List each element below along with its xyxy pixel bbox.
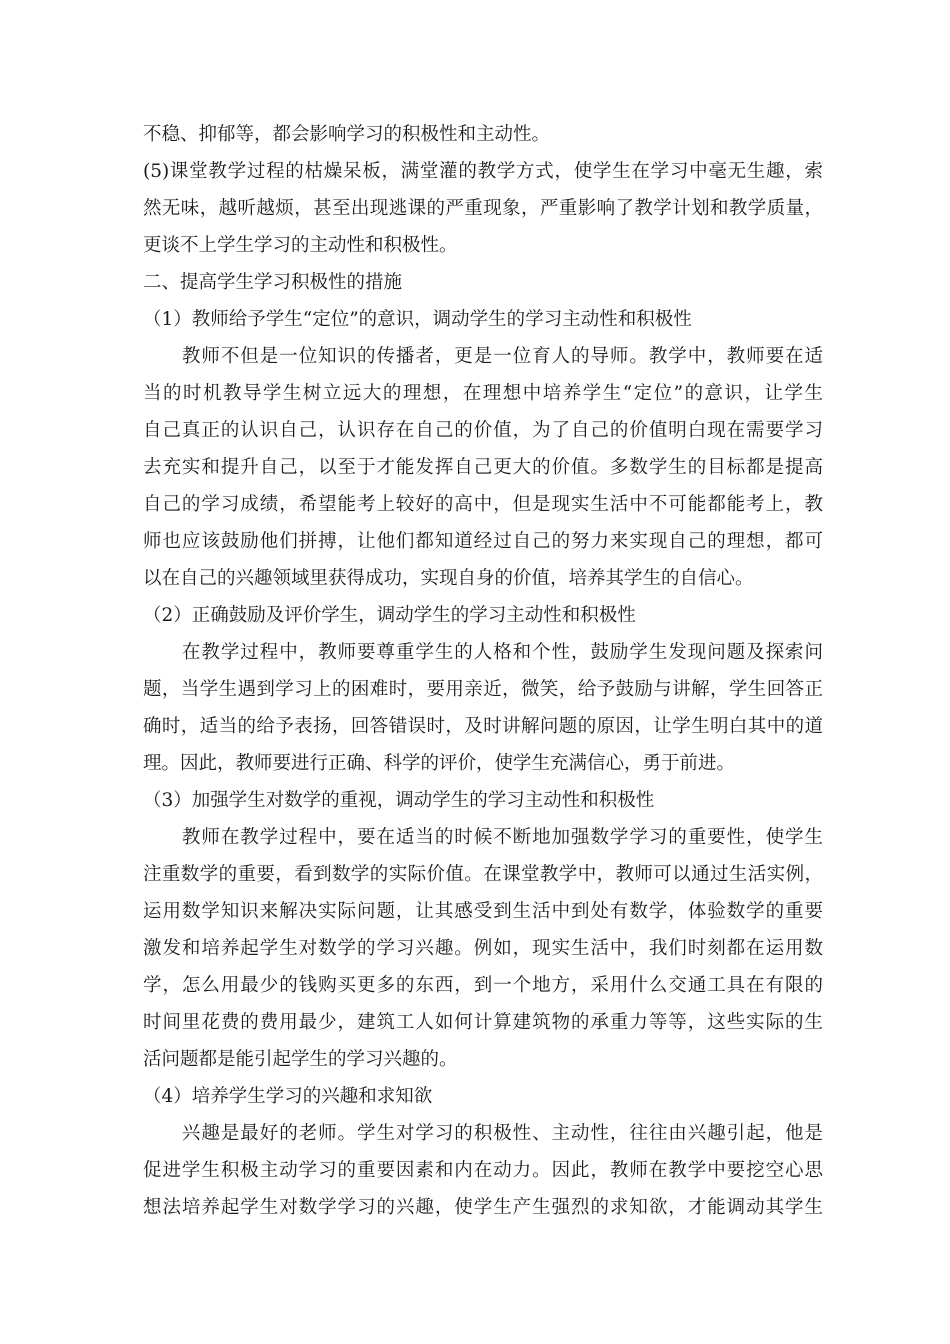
- paragraph-line: 兴趣是最好的老师。学生对学习的积极性、主动性，往往由兴趣引起，他是: [143, 1123, 823, 1144]
- paragraph-line: 注重数学的重要，看到数学的实际价值。在课堂教学中，教师可以通过生活实例，: [143, 864, 823, 885]
- paragraph-line: 然无味，越听越烦，甚至出现逃课的严重现象，严重影响了教学计划和教学质量，: [143, 198, 823, 219]
- paragraph-line: 自己真正的认识自己，认识存在自己的价值，为了自己的价值明白现在需要学习: [143, 420, 823, 441]
- paragraph-line: 自己的学习成绩，希望能考上较好的高中，但是现实生活中不可能都能考上，教: [143, 494, 823, 515]
- paragraph-line: 促进学生积极主动学习的重要因素和内在动力。因此，教师在教学中要挖空心思: [143, 1160, 823, 1181]
- paragraph-line: 学，怎么用最少的钱购买更多的东西，到一个地方，采用什么交通工具在有限的: [143, 975, 823, 996]
- paragraph-line: 更谈不上学生学习的主动性和积极性。: [143, 235, 458, 256]
- section-heading: 二、提高学生学习积极性的措施: [143, 272, 403, 293]
- paragraph-line: 在教学过程中，教师要尊重学生的人格和个性，鼓励学生发现问题及探索问: [143, 642, 823, 663]
- paragraph-line: (5)课堂教学过程的枯燥呆板，满堂灌的教学方式，使学生在学习中毫无生趣，索: [143, 161, 823, 182]
- paragraph-line: 不稳、抑郁等，都会影响学习的积极性和主动性。: [143, 124, 551, 145]
- paragraph-line: 运用数学知识来解决实际问题，让其感受到生活中到处有数学，体验数学的重要: [143, 901, 823, 922]
- paragraph-line: 时间里花费的费用最少，建筑工人如何计算建筑物的承重力等等，这些实际的生: [143, 1012, 823, 1033]
- subsection-heading: （1）教师给予学生“定位”的意识，调动学生的学习主动性和积极性: [143, 309, 692, 330]
- paragraph-line: 想法培养起学生对数学学习的兴趣，使学生产生强烈的求知欲，才能调动其学生: [143, 1197, 823, 1218]
- subsection-heading: （4）培养学生学习的兴趣和求知欲: [143, 1086, 433, 1107]
- paragraph-line: 题，当学生遇到学习上的困难时，要用亲近，微笑，给予鼓励与讲解，学生回答正: [143, 679, 823, 700]
- paragraph-line: 当的时机教导学生树立远大的理想，在理想中培养学生“定位”的意识，让学生: [143, 383, 823, 404]
- subsection-heading: （3）加强学生对数学的重视，调动学生的学习主动性和积极性: [143, 790, 655, 811]
- subsection-heading: （2）正确鼓励及评价学生，调动学生的学习主动性和积极性: [143, 605, 636, 626]
- paragraph-line: 确时，适当的给予表扬，回答错误时，及时讲解问题的原因，让学生明白其中的道: [143, 716, 823, 737]
- paragraph-line: 师也应该鼓励他们拼搏，让他们都知道经过自己的努力来实现自己的理想，都可: [143, 531, 823, 552]
- paragraph-line: 教师在教学过程中，要在适当的时候不断地加强数学学习的重要性，使学生: [143, 827, 823, 848]
- paragraph-line: 去充实和提升自己，以至于才能发挥自己更大的价值。多数学生的目标都是提高: [143, 457, 823, 478]
- paragraph-line: 理。因此，教师要进行正确、科学的评价，使学生充满信心，勇于前进。: [143, 753, 736, 774]
- paragraph-line: 以在自己的兴趣领域里获得成功，实现自身的价值，培养其学生的自信心。: [143, 568, 754, 589]
- paragraph-line: 激发和培养起学生对数学的学习兴趣。例如，现实生活中，我们时刻都在运用数: [143, 938, 823, 959]
- paragraph-line: 教师不但是一位知识的传播者，更是一位育人的导师。教学中，教师要在适: [143, 346, 823, 367]
- paragraph-line: 活问题都是能引起学生的学习兴趣的。: [143, 1049, 458, 1070]
